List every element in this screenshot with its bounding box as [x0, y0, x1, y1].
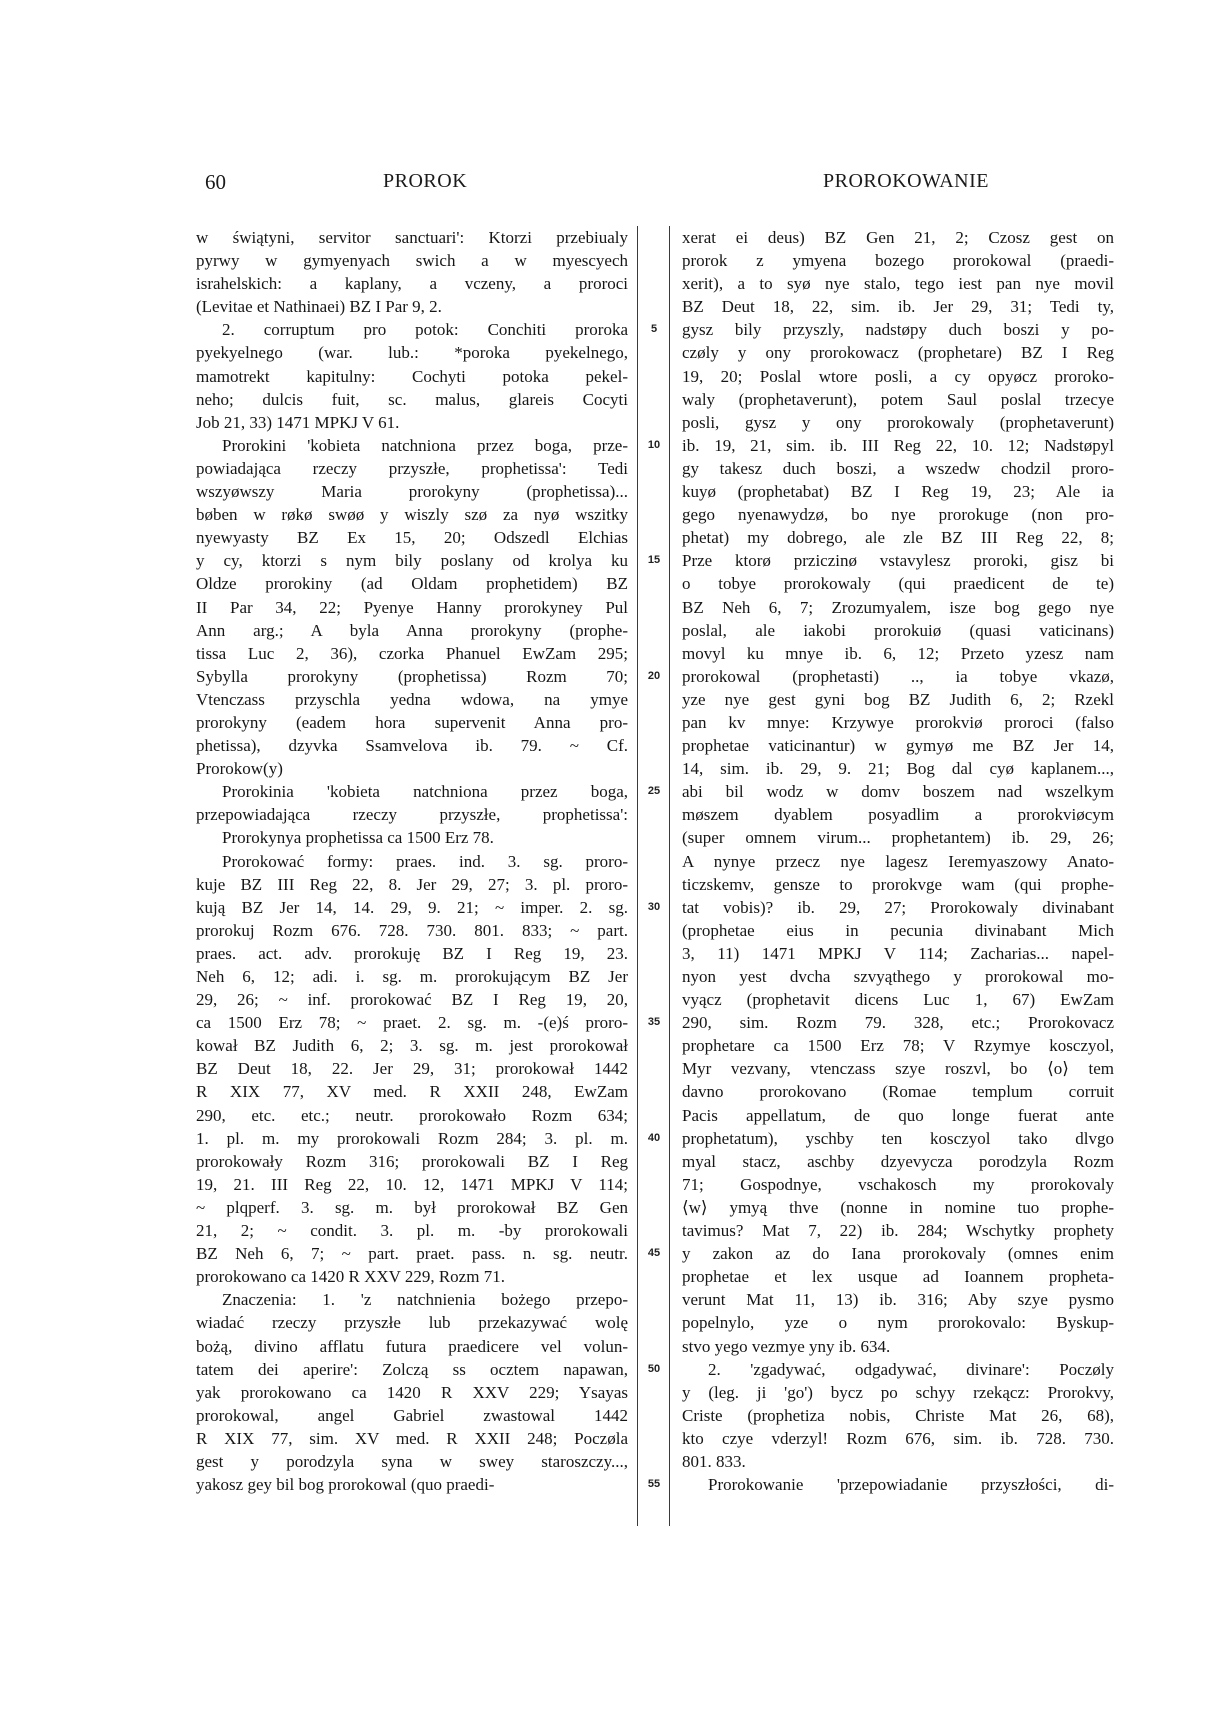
text-line: prophetae vaticinantur) w gymyø me BZ Jer 14, — [682, 736, 1114, 756]
text-line: prophetatum), yschby ten kosczyol tako dlvgo — [682, 1128, 1114, 1148]
line-number: 50 — [647, 1362, 661, 1375]
text-line: yak prorokowano ca 1420 R XXV 229; Ysayas — [196, 1382, 628, 1402]
text-line: bożą, divino afflatu futura praedicere vel volun- — [196, 1336, 628, 1356]
left-text-column — [196, 226, 628, 1496]
text-line: kuje BZ III Reg 22, 8. Jer 29, 27; 3. pl. proro- — [196, 874, 628, 894]
text-line: prorok z ymyena bozego prorokowal (praedi- — [682, 251, 1114, 271]
line-number: 15 — [647, 554, 661, 567]
text-line: Job 21, 33) 1471 MPKJ V 61. — [196, 412, 400, 432]
text-line: nyon yest dvcha szvyąthego y prorokowal mo- — [682, 967, 1114, 986]
running-head-left: PROROK — [383, 170, 468, 192]
text-line: 290, sim. Rozm 79. 328, etc.; Prorokovacz — [682, 1013, 1114, 1033]
text-line: movyl ku mnye ib. 6, 12; Przeto yzesz nam — [682, 643, 1114, 663]
text-line: neho; dulcis fuit, sc. malus, glareis Cocyti — [196, 389, 628, 409]
column-rule-right — [669, 226, 670, 1526]
text-line: BZ Deut 18, 22, sim. ib. Jer 29, 31; Tedi ty, — [682, 297, 1114, 317]
text-line: Vtenczass przyschla yedna wdowa, na ymye — [196, 689, 628, 709]
text-line: Prze ktorø prziczinø vstavylesz proroki, gisz bi — [682, 551, 1114, 571]
text-line: R XIX 77, sim. XV med. R XXII 248; Poczøla — [196, 1428, 628, 1448]
text-line: BZ Neh 6, 7; Zrozumyalem, isze bog gego nye — [682, 597, 1114, 617]
text-line: yakosz gey bil bog prorokowal (quo praedi- — [196, 1475, 495, 1495]
text-line: kuyø (prophetabat) BZ I Reg 19, 23; Ale ia — [682, 482, 1114, 502]
text-line: 71; Gospodnye, vschakosch my prorokovaly — [682, 1174, 1114, 1194]
text-line: myal stacz, aschby dzyevycza porodzyla Rozm — [682, 1151, 1114, 1171]
text-line: 290, etc. etc.; neutr. prorokowało Rozm 634; — [196, 1105, 628, 1125]
text-line: popelnylo, yze o nym prorokovalo: Byskup- — [682, 1313, 1114, 1333]
text-line: Pacis appellatum, de quo longe fuerat ante — [682, 1105, 1114, 1125]
text-line: ⟨w⟩ ymyą thve (nonne in nomine tuo prophe- — [682, 1197, 1114, 1217]
text-line: pan kv mnye: Krzywye prorokviø proroci (falso — [682, 712, 1114, 732]
text-line: Myr vezvany, vtenczass szye roszvl, bo ⟨o⟩ tem — [682, 1059, 1114, 1079]
text-line: Prorokow(y) — [196, 759, 283, 779]
text-line: 2. corruptum pro potok: Conchiti proroka — [222, 320, 628, 340]
text-line: posli, gysz y ony prorokowaly (prophetaverunt) — [682, 412, 1114, 432]
text-line: ib. 19, 21, sim. ib. III Reg 22, 10. 12; Nadstøpyl — [682, 435, 1114, 455]
text-line: prorokowano ca 1420 R XXV 229, Rozm 71. — [196, 1267, 505, 1287]
text-line: waly (prophetaverunt), potem Saul poslal trzecye — [682, 389, 1114, 409]
text-line: (super omnem virum... prophetantem) ib. 29, 26; — [682, 828, 1114, 848]
line-number: 55 — [647, 1478, 661, 1491]
text-line: møszem dyablem posyadlim a prorokviøcym — [682, 805, 1114, 825]
text-line: przepowiadająca rzeczy przyszłe, prophetissa': — [196, 805, 628, 825]
text-line: BZ Deut 18, 22. Jer 29, 31; prorokował 1442 — [196, 1059, 628, 1079]
text-line: Prorokować formy: praes. ind. 3. sg. proro- — [222, 851, 628, 871]
text-line: xerat ei deus) BZ Gen 21, 2; Czosz gest on — [682, 228, 1114, 247]
text-line: Prorokini 'kobieta natchniona przez boga, prze- — [222, 435, 628, 455]
text-line: mamotrekt kapitulny: Cochyti potoka pekel- — [196, 366, 628, 386]
text-line: kto czye vderzyl! Rozm 676, sim. ib. 728. 730. — [682, 1428, 1114, 1448]
text-line: wiadać rzeczy przyszłe lub przekazywać wolę — [196, 1313, 628, 1333]
text-line: ticzskemv, gensze to prorokvge wam (qui prophe- — [682, 874, 1114, 894]
text-line: gy takesz duch boszi, a wszedw chodzil proro- — [682, 458, 1114, 478]
text-line: 29, 26; ~ inf. prorokować BZ I Reg 19, 20, — [196, 990, 628, 1010]
text-line: 19, 20; Poslal wtore posli, a cy opyøcz proroko- — [682, 366, 1114, 386]
running-head-right: PROROKOWANIE — [823, 170, 989, 192]
text-line: tatem dei aperire': Zolczą ss ocztem napawan, — [196, 1359, 628, 1379]
text-line: w świątyni, servitor sanctuari': Ktorzi przebiualy — [196, 228, 628, 247]
text-line: abi bil wodz w domv boszem nad wszelkym — [682, 782, 1114, 802]
text-line: prorokuj Rozm 676. 728. 730. 801. 833; ~ part. — [196, 920, 628, 940]
text-line: 21, 2; ~ condit. 3. pl. m. -by prorokowali — [196, 1221, 628, 1241]
text-line: gest y porodzyla syna w swey staroszczy..., — [196, 1451, 628, 1471]
text-line: 3, 11) 1471 MPKJ V 114; Zacharias... napel- — [682, 943, 1114, 963]
text-line: kują BZ Jer 14, 14. 29, 9. 21; ~ imper. 2. sg. — [196, 897, 628, 917]
text-line: 801. 833. — [682, 1451, 746, 1471]
text-line: yze nye gest gyni bog BZ Judith 6, 2; Rzekl — [682, 689, 1114, 709]
text-line: davno prorokovano (Romae templum corruit — [682, 1082, 1114, 1102]
text-line: gysz bily przyszly, nadstøpy duch boszi y po- — [682, 320, 1114, 340]
text-line: (prophetae eius in pecunia divinabant Mich — [682, 920, 1114, 940]
text-line: tissa Luc 2, 36), czorka Phanuel EwZam 295; — [196, 643, 628, 663]
text-line: y zakon az do Iana prorokovaly (omnes enim — [682, 1244, 1114, 1264]
text-line: israhelskich: a kaplany, a vczeny, a proroci — [196, 274, 628, 294]
line-number: 5 — [650, 323, 658, 336]
text-line: Neh 6, 12; adi. i. sg. m. prorokującym BZ Jer — [196, 967, 628, 986]
line-number: 30 — [647, 900, 661, 913]
line-number: 10 — [647, 438, 661, 451]
text-line: II Par 34, 22; Pyenye Hanny prorokyney Pul — [196, 597, 628, 617]
line-number: 20 — [647, 669, 661, 682]
text-line: BZ Neh 6, 7; ~ part. praet. pass. n. sg. neutr. — [196, 1244, 628, 1264]
text-line: ca 1500 Erz 78; ~ praet. 2. sg. m. -(e)ś proro- — [196, 1013, 628, 1033]
line-number: 35 — [647, 1016, 661, 1029]
text-line: prophetae et lex usque ad Ioannem propheta- — [682, 1267, 1114, 1287]
text-line: 2. 'zgadywać, odgadywać, divinare': Poczøly — [708, 1359, 1114, 1379]
line-number: 45 — [647, 1247, 661, 1260]
text-line: Prorokynya prophetissa ca 1500 Erz 78. — [222, 828, 494, 848]
text-line: tat vobis)? ib. 29, 27; Prorokowaly divinabant — [682, 897, 1114, 917]
text-line: gego nyenawydzø, bo nye prorokuge (non pro- — [682, 505, 1114, 525]
text-line: prorokyny (eadem hora supervenit Anna pro- — [196, 712, 628, 732]
text-line: A nynye przecz nye lagesz Ieremyaszowy Anato- — [682, 851, 1114, 871]
text-line: o tobye prorokowaly (qui praedicent de te) — [682, 574, 1114, 594]
text-line: ~ plqperf. 3. sg. m. był prorokował BZ Gen — [196, 1197, 628, 1217]
text-line: wszyøwszy Maria prorokyny (prophetissa)... — [196, 482, 628, 502]
text-line: poslal, ale iakobi prorokuiø (quasi vaticinans) — [682, 620, 1114, 640]
page-number: 60 — [205, 170, 226, 194]
text-line: stvo yego vezmye yny ib. 634. — [682, 1336, 891, 1356]
text-line: Prorokinia 'kobieta natchniona przez boga, — [222, 782, 628, 802]
text-line: vyącz (prophetavit dicens Luc 1, 67) EwZam — [682, 990, 1114, 1010]
text-line: prorokowal (prophetasti) .., ia tobye vkazø, — [682, 666, 1114, 686]
text-line: prorokowal, angel Gabriel zwastowal 1442 — [196, 1405, 628, 1425]
column-rule-left — [637, 226, 638, 1526]
text-line: xerit), a to syø nye stalo, tego iest pan nye movil — [682, 274, 1114, 294]
line-number: 25 — [647, 785, 661, 798]
text-line: phetat) my dobrego, ale zle BZ III Reg 22, 8; — [682, 528, 1114, 548]
text-line: praes. act. adv. prorokuję BZ I Reg 19, 23. — [196, 943, 628, 963]
text-line: czøly y ony prorokowacz (prophetare) BZ I Reg — [682, 343, 1114, 363]
text-line: y cy, ktorzi s nym bily poslany od krolya ku — [196, 551, 628, 571]
text-line: prorokowały Rozm 316; prorokowali BZ I Reg — [196, 1151, 628, 1171]
text-line: 14, sim. ib. 29, 9. 21; Bog dal cyø kaplanem..., — [682, 759, 1114, 779]
text-line: Znaczenia: 1. 'z natchnienia bożego przepo- — [222, 1290, 628, 1310]
text-line: nyewyasty BZ Ex 15, 20; Odszedl Elchias — [196, 528, 628, 548]
text-line: 1. pl. m. my prorokowali Rozm 284; 3. pl. m. — [196, 1128, 628, 1148]
text-line: kował BZ Judith 6, 2; 3. sg. m. jest prorokował — [196, 1036, 628, 1056]
text-line: Sybylla prorokyny (prophetissa) Rozm 70; — [196, 666, 628, 686]
text-line: Ann arg.; A byla Anna prorokyny (prophe- — [196, 620, 628, 640]
text-line: R XIX 77, XV med. R XXII 248, EwZam — [196, 1082, 628, 1102]
text-line: Prorokowanie 'przepowiadanie przyszłości, di- — [708, 1475, 1114, 1495]
text-line: y (leg. ji 'go') bycz po schyy rzekącz: Prorokvy, — [682, 1382, 1114, 1402]
text-line: prophetare ca 1500 Erz 78; V Rzymye kosczyol, — [682, 1036, 1114, 1056]
text-line: bøben w røkø swøø y wiszly szø za nyø wszitky — [196, 505, 628, 525]
text-line: Oldze prorokiny (ad Oldam prophetidem) BZ — [196, 574, 628, 594]
text-line: tavimus? Mat 7, 22) ib. 284; Wschytky prophety — [682, 1221, 1114, 1241]
text-line: Criste (prophetiza nobis, Christe Mat 26, 68), — [682, 1405, 1114, 1425]
text-line: phetissa), dzyvka Ssamvelova ib. 79. ~ Cf. — [196, 736, 628, 756]
line-number: 40 — [647, 1131, 661, 1144]
text-line: (Levitae et Nathinaei) BZ I Par 9, 2. — [196, 297, 442, 317]
text-line: pyekyelnego (war. lub.: *poroka pyekelnego, — [196, 343, 628, 363]
text-line: powiadająca rzeczy przyszłe, prophetissa': Tedi — [196, 458, 628, 478]
right-text-column — [682, 226, 1114, 1496]
line-number-gutter — [641, 226, 667, 1526]
text-line: pyrwy w gymyenyach swich a w myescyech — [196, 251, 628, 271]
text-line: verunt Mat 11, 13) ib. 316; Aby szye pysmo — [682, 1290, 1114, 1310]
text-line: 19, 21. III Reg 22, 10. 12, 1471 MPKJ V 114; — [196, 1174, 628, 1194]
